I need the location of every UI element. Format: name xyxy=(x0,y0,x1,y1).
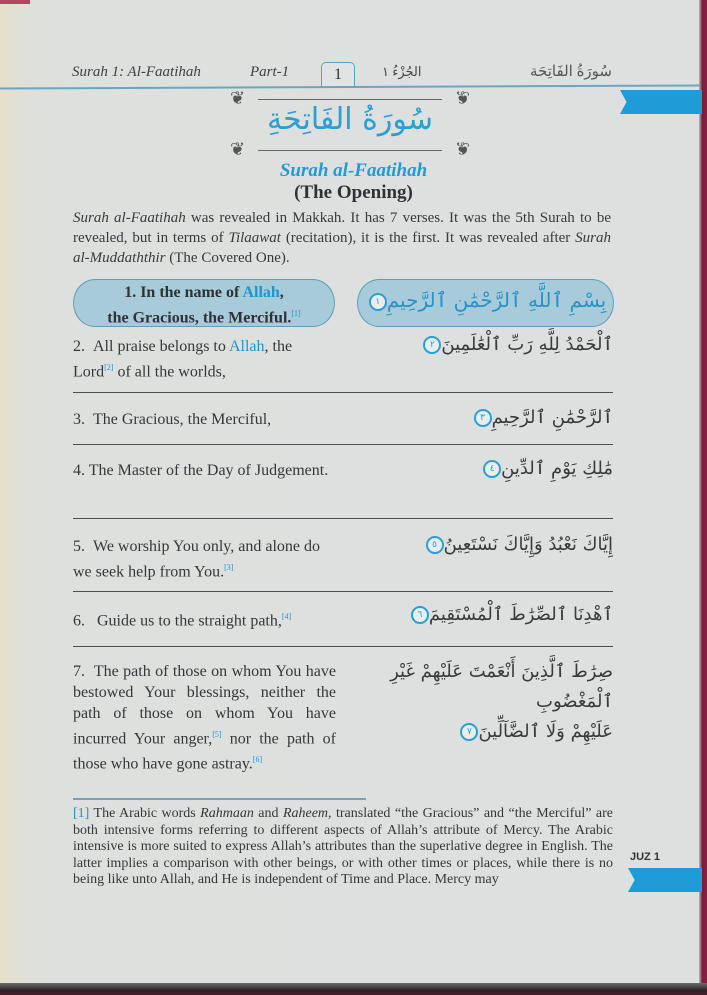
book-edge-right xyxy=(699,0,707,995)
running-head-part: Part-1 xyxy=(250,64,290,80)
footnote-ref-1[interactable]: [1] xyxy=(291,309,301,318)
verse-5-arabic: إِيَّاكَ نَعْبُدُ وَإِيَّاكَ نَسْتَعِينُ xyxy=(443,534,613,555)
footnote-ref-6[interactable]: [6] xyxy=(252,755,263,765)
ornament-swirl-icon: ❦ xyxy=(230,139,246,159)
ornament-swirl-icon: ❦ xyxy=(454,88,470,108)
ayah-number-icon: ٣ xyxy=(474,409,492,427)
surah-title-ornament xyxy=(230,88,470,160)
verse-1-arabic-box xyxy=(357,279,614,327)
ayah-number-icon: ٧ xyxy=(460,723,478,741)
verse-1-arabic: بِسْمِ ٱللَّهِ ٱلرَّحْمَٰنِ ٱلرَّحِيمِ xyxy=(386,288,607,312)
footnote-separator xyxy=(73,798,366,800)
surah-intro: Surah al-Faatihah was revealed in Makkah. It has 7 verses. It was the 5th Surah to be revealed, but in terms of Tilaawat (recitation), it is the first. It was revealed after Surah al-Muddaththir (The Covered One). xyxy=(73,210,612,266)
verse-2-arabic: ٱلْحَمْدُ لِلَّهِ رَبِّ ٱلْعَٰلَمِينَ xyxy=(441,334,613,355)
verse-7-arabic-line-1: صِرَٰطَ ٱلَّذِينَ أَنْعَمْتَ عَلَيْهِمْ غَيْرِ ٱلْمَغْضُوبِ xyxy=(390,661,613,712)
verse-4-arabic: مَٰلِكِ يَوْمِ ٱلدِّينِ xyxy=(501,458,613,479)
ornament-swirl-icon: ❦ xyxy=(230,88,246,108)
ayah-number-icon: ٢ xyxy=(423,336,441,354)
footnote-ref-4[interactable]: [4] xyxy=(281,612,292,621)
running-head xyxy=(72,64,612,86)
verse-1-english-box: 1. In the name of Allah, the Gracious, the Merciful.[1] xyxy=(73,279,335,327)
allah-word: Allah xyxy=(228,338,265,355)
footnote-number: [1] xyxy=(73,806,90,821)
verse-divider xyxy=(73,646,613,647)
ornament-line-bottom xyxy=(258,150,442,151)
verse-6-arabic: ٱهْدِنَا ٱلصِّرَٰطَ ٱلْمُسْتَقِيمَ xyxy=(428,604,613,625)
page-number: 1 xyxy=(321,62,355,88)
surah-title-english: Surah al-Faatihah xyxy=(279,160,428,181)
ayah-number-icon: ١ xyxy=(369,293,387,311)
ornament-line-top xyxy=(258,99,442,100)
running-head-juz-arabic: الجُزْءُ ١ xyxy=(382,64,422,79)
verse-divider xyxy=(73,591,613,592)
ornament-swirl-icon: ❦ xyxy=(454,139,470,159)
juz-label: JUZ 1 xyxy=(630,851,660,863)
allah-word: Allah xyxy=(242,284,280,301)
surah-title-arabic: سُورَةُ الفَاتِحَةِ xyxy=(267,102,433,137)
ayah-number-icon: ٤ xyxy=(483,460,501,478)
running-head-surah: Surah 1: Al-Faatihah xyxy=(72,64,201,80)
footnote-ref-2[interactable]: [2] xyxy=(104,363,114,372)
footnote-ref-3[interactable]: [3] xyxy=(224,563,234,572)
book-edge-bottom xyxy=(0,983,707,995)
footnote-1: [1] The Arabic words Rahmaan and Raheem, translated “the Gracious” and “the Merciful” are both intensive forms referring to different aspects of Allah’s attribute of Mercy. The Arabic intensive is more suited to express Allah’s attributes than the superlative degree in English. The latter implies a comparison with other beings, or with other times or places, while there is no being like unto Allah, and He is independent of Time and Place. Mercy may xyxy=(73,806,613,887)
surah-subtitle: (The Opening) xyxy=(294,182,413,203)
running-head-surah-arabic: سُورَةُ الفَاتِحَة xyxy=(530,64,612,80)
verse-divider xyxy=(73,392,613,393)
verse-divider xyxy=(73,518,613,519)
page-corner-edge xyxy=(0,0,30,4)
verse-3-arabic: ٱلرَّحْمَٰنِ ٱلرَّحِيمِ xyxy=(491,407,613,428)
verse-divider xyxy=(73,444,613,445)
verse-7-arabic-line-2: عَلَيْهِمْ وَلَا ٱلضَّآلِّينَ xyxy=(478,721,613,742)
ayah-number-icon: ٥ xyxy=(426,536,444,554)
juz-tab-marker-bottom xyxy=(628,868,702,892)
intro-surah-name: Surah al-Faatihah xyxy=(73,210,186,226)
footnote-ref-5[interactable]: [5] xyxy=(212,730,222,739)
ayah-number-icon: ٦ xyxy=(411,606,429,624)
juz-tab-marker-top xyxy=(620,90,702,114)
